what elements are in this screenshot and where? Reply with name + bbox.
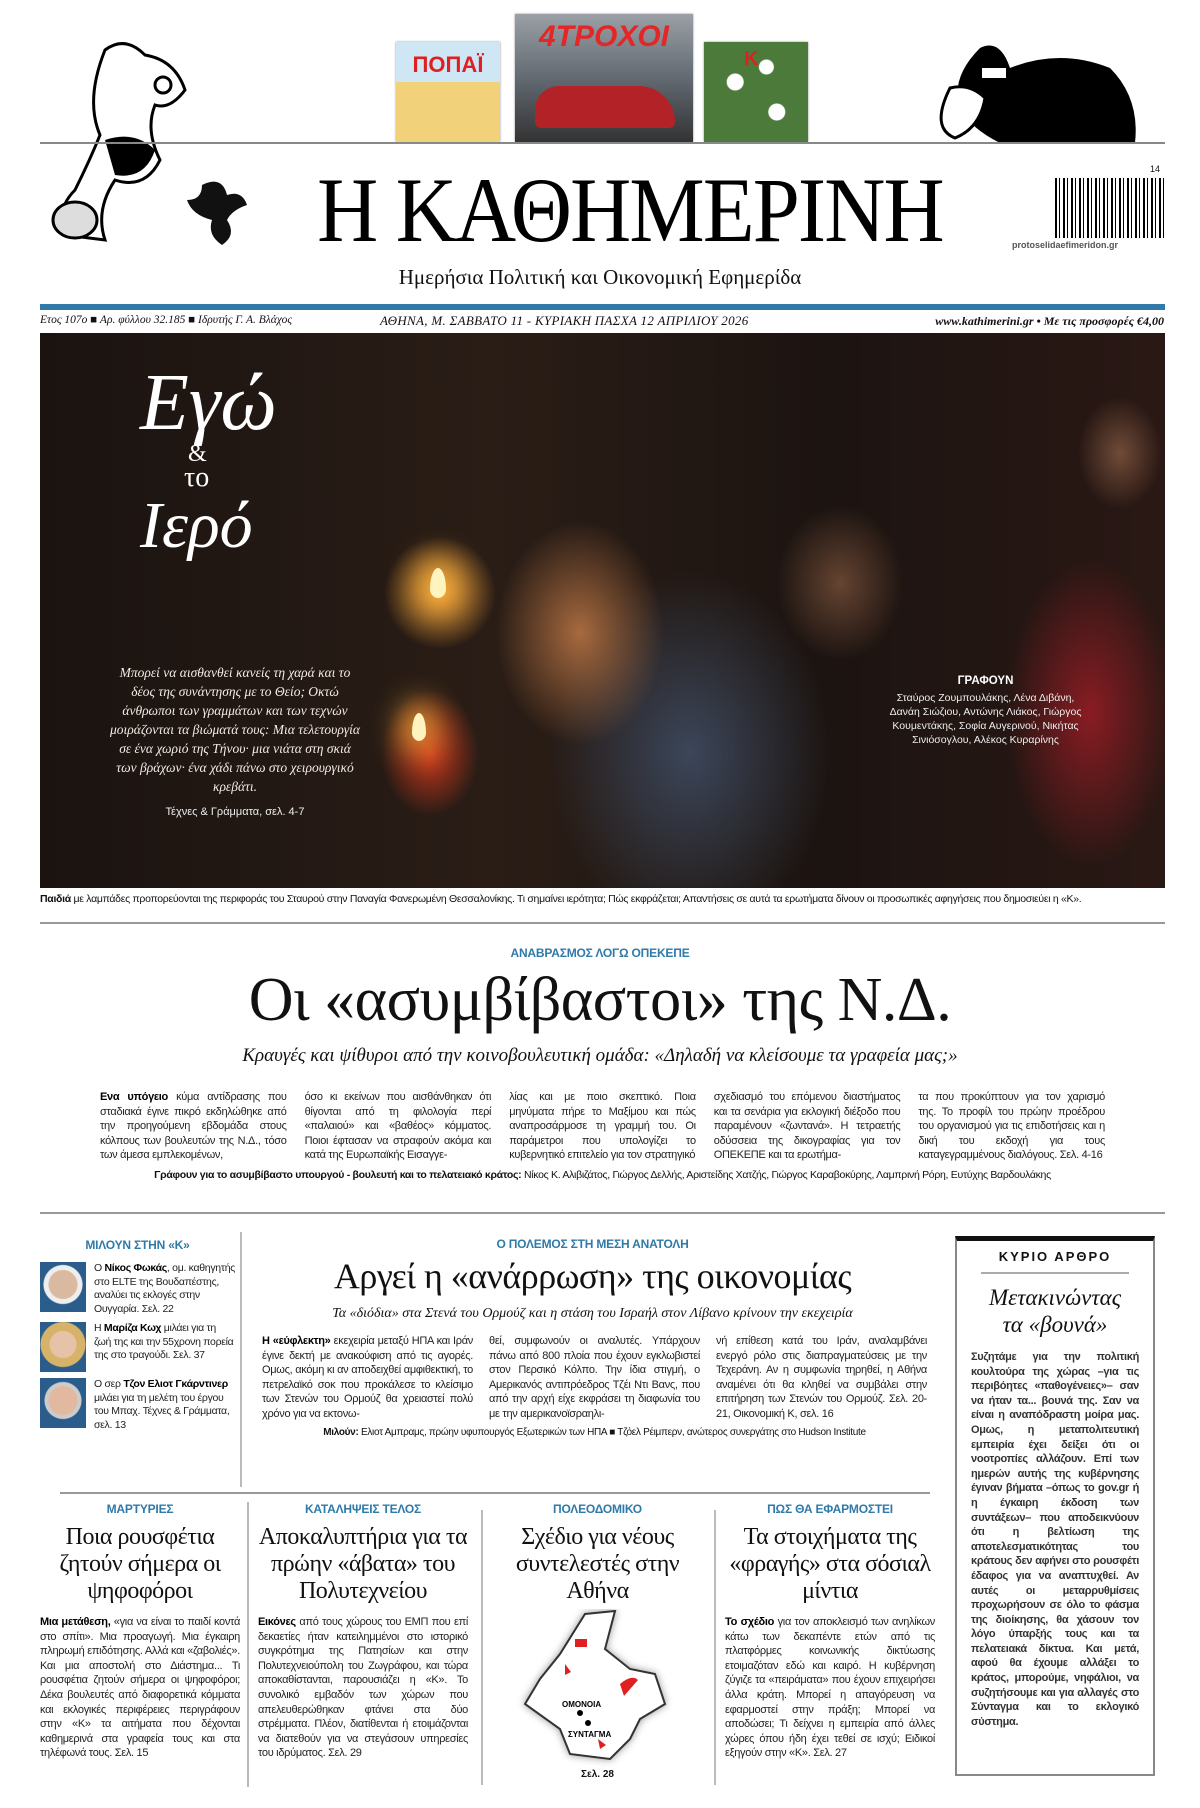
mideast-body xyxy=(262,1334,927,1422)
column-divider xyxy=(240,1232,242,1487)
mideast-body-block xyxy=(262,1334,927,1438)
mideast-headline[interactable]: Αργεί η «ανάρρωση» της οικονομίας xyxy=(333,1256,852,1296)
athens-map xyxy=(490,1609,705,1769)
newspaper-subtitle: Ημερήσια Πολιτική και Οικονομική Εφημερίδα xyxy=(398,265,802,289)
story-headline[interactable]: Ποια ρουσφέτια ζητούν σήμερα οι ψηφοφόροι xyxy=(59,1524,221,1604)
lead-writers: Γράφουν για το ασυμβίβαστο υπουργού - βουλευτή και το πελατειακό κράτος: Νίκος Κ. Αλιβιζάτος, Γιώργος Δελλής, Αριστείδης Χατζής, Γιώργος Καραβοκύρης, Λαμπρινή Ρόρη, Ευτύχης Βαρδουλάκης xyxy=(154,1168,1051,1181)
story-headline[interactable]: Σχέδιο για νέους συντελεστές στην Αθήνα xyxy=(515,1524,680,1604)
lead-column: σχεδιασμό του επόμενου διαστήματος και τα σενάρια για εκλογική διέξοδο που παραμένουν «ζωντανά». Η τετραετής οδύσσεια της δικογραφίας για τον ΟΠΕΚΕΠΕ και τα ερωτήμα- xyxy=(713,1091,901,1162)
interview-item[interactable]: Η Μαρίζα Κωχ μιλάει για τη ζωή της και την 55χρονη πορεία της στο τραγούδι. Σελ. 37 xyxy=(40,1322,235,1372)
lead-column: Ενα υπόγειο κύμα αντίδρασης που σταδιακά έγινε πικρό εκδηλώθηκε από την προηγούμενη εβδομάδα στους κόλπους των βουλευτών της Ν.Δ., τόσο των άμεσα εμπλεκομένων, xyxy=(100,1091,287,1162)
map-label-omonoia: ΟΜΟΝΟΙΑ xyxy=(562,1700,602,1709)
editorial-headline[interactable]: Μετακινώντας τα «βουνά» xyxy=(988,1285,1122,1337)
mideast-speakers: Μιλούν: Ελιοτ Αμπραμς, πρώην υφυπουργός Εξωτερικών των ΗΠΑ ■ Τζόελ Ρέιμπερν, ανώτερος συνεργάτης στο Hudson Institute xyxy=(323,1426,866,1438)
map-point-syntagma xyxy=(585,1720,591,1726)
story-polytechneio: ΚΑΤΑΛΗΨΕΙΣ ΤΕΛΟΣ Αποκαλυπτήρια για τα πρώην «άβατα» του Πολυτεχνείου Εικόνες από τους χώρους του ΕΜΠ που επί δεκαετίες ήταν κατειλημμένοι στο ιστορικό συγκρότημα της Πατησίων και στην Πολυτεχνειούπολη του Ζωγράφου, και τώρα αποκαθίστανται, παρουσιάζει η «Κ». Το συνολικό εμβαδόν των χώρων που απελευθερώθηκαν φτάνει στα δύο στρέμματα. Πλέον, διατίθενται ή ετοιμάζονται να διατεθούν για να στεγάσουν υπηρεσίες του ιδρύματος. Σελ. 29 xyxy=(258,1502,468,1760)
cover-writers-label: ΓΡΑΦΟΥΝ xyxy=(957,675,1014,687)
column-divider xyxy=(714,1510,716,1785)
map-point-omonoia xyxy=(577,1710,583,1716)
avatar xyxy=(40,1378,86,1428)
newspaper-title: Η ΚΑΘΗΜΕΡΙΝΗ xyxy=(317,159,943,261)
story-social-media: ΠΩΣ ΘΑ ΕΦΑΡΜΟΣΤΕΙ Τα στοιχήματα της «φραγής» στα σόσιαλ μίντια Το σχέδιο για τον αποκλεισμό των ανηλίκων κάτω των δεκαπέντε ετών από τις πλατφόρμες κοινωνικής δικτύωσης ετοιμαζόταν εδώ και καιρό. Η κυβέρνηση ζύγιζε τα «πειράματα» που έχουν επιχειρήσει άλλα κράτη. Μπορεί η απαγόρευση να εφαρμοστεί στην πράξη; Μπορεί να αποδώσει; Τι δείχνει η εμπειρία από άλλες χώρες όπου ήδη έχει τεθεί σε ισχύ; Ειδικοί εξηγούν στην «Κ». Σελ. 27 xyxy=(725,1502,935,1760)
cover-title: Εγώ & το Ιερό xyxy=(140,359,277,562)
divider xyxy=(40,1212,1165,1214)
lead-column: λίας και με ποιο σκεπτικό. Ποια μηνύματα πήρε το Μαξίμου και πώς αναπροσάρμοσε τη γραμμή του. Οι παράμετροι που υπολογίζει το κυβερνητικό επιτελείο για τον στρατηγικό xyxy=(509,1091,696,1162)
lead-deck: Κραυγές και ψίθυροι από την κοινοβουλευτική ομάδα: «Δηλαδή να κλείσουμε τα γραφεία μας;» xyxy=(242,1045,958,1066)
barcode xyxy=(1055,178,1165,238)
mideast-column: νή επίθεση κατά του Ιράν, αναλαμβάνει ενεργό ρόλο στις διαπραγματεύσεις με την Τεχεράνη. Αν η συμφωνία τηρηθεί, η Αθήνα αναμένει ότι θα κληθεί να συμβάλει στην επιτήρηση των Στενών του Ορμούζ. Σελ. 20-21, Οικονομική Κ, σελ. 16 xyxy=(716,1335,927,1420)
dateline-left: Ετος 107ο ■ Αρ. φύλλου 32.185 ■ Ιδρυτής Γ. Α. Βλάχος xyxy=(40,314,293,326)
mideast-deck: Τα «διόδια» στα Στενά του Ορμούζ και η στάση του Ισραήλ στον Λίβανο κρίνουν την εκεχειρία xyxy=(332,1306,853,1321)
dateline-center: ΑΘΗΝΑ, Μ. ΣΑΒΒΑΤΟ 11 - ΚΥΡΙΑΚΗ ΠΑΣΧΑ 12 ΑΠΡΙΛΙΟΥ 2026 xyxy=(380,313,749,328)
lead-column: όσο κι εκείνων που αισθάνθηκαν ότι θίγονται από τη φιλολογία περί «παλαιού» και «βαθέος» κόμματος. Ποιοι έφτασαν να στραφούν ακόμα και κατά της Ευρωπαϊκής Εισαγγε- xyxy=(304,1091,492,1162)
photo-caption: Παιδιά με λαμπάδες προπορεύονται της περιφοράς του Σταυρού στην Παναγία Φανερωμένη Θεσσαλονίκης. Τι σημαίνει ιερότητα; Πώς εκφράζεται; Απαντήσεις σε αυτά τα ερωτήματα δίνουν οι προσωπικές αφηγήσεις που δημοσιεύει η «Κ». xyxy=(40,893,1082,905)
map-label-syntagma: ΣΥΝΤΑΓΜΑ xyxy=(568,1730,612,1739)
dateline-right: www.kathimerini.gr • Με τις προσφορές €4,00 xyxy=(935,314,1164,328)
cover-photo xyxy=(40,333,1165,888)
brutus-cartoon-right xyxy=(910,28,1150,143)
magazine-k-cover[interactable]: Κ xyxy=(704,42,808,142)
lead-body xyxy=(100,1090,1105,1163)
barcode-number: 14 xyxy=(1150,164,1161,174)
watermark: protoselidaefimeridon.gr xyxy=(1012,240,1119,250)
avatar xyxy=(40,1262,86,1312)
candle-flame-icon xyxy=(430,568,446,598)
mideast-kicker: Ο ΠΟΛΕΜΟΣ ΣΤΗ ΜΕΣΗ ΑΝΑΤΟΛΗ xyxy=(496,1237,689,1251)
cover-writers: Σταύρος Ζουμπουλάκης, Λένα Διβάνη, Δανάη Σιώζιου, Αντώνης Λιάκος, Γιώργος Κουμεντάκης, Σοφία Αυγερινού, Νικήτας Σινιόσογλου, Αλέκος Κυραρίνης xyxy=(889,692,1082,746)
interview-item[interactable]: Ο Νίκος Φωκάς, ομ. καθηγητής στο ELTE της Βουδαπέστης, αναλύει τις εκλογές στην Ουγγαρία. Σελ. 22 xyxy=(40,1262,235,1316)
lead-headline[interactable]: Οι «ασυμβίβαστοι» της Ν.Δ. xyxy=(248,966,952,1034)
lead-column: τα που προκύπτουν για τον χαρισμό της. Το προφίλ του πρώην προέδρου του οργανισμού για τις επιδοτήσεις και η δική του εκδοχή για τους καταγεγραμμένους διαλόγους. Σελ. 4-16 xyxy=(918,1091,1105,1162)
cover-teaser: Μπορεί να αισθανθεί κανείς τη χαρά και το δέος της συνάντησης με το Θείο; Οκτώ άνθρωποι των γραμμάτων και των τεχνών μοιράζονται τα βιώματά τους: Μια τελετουργία σε ένα χωριό της Τήνου· μια νιάτα στη σκιά των βράχων· ένα χάδι πάνω στο χειρουργικό κρεβάτι. xyxy=(110,665,360,794)
avatar xyxy=(40,1322,86,1372)
magazine-4trohoi-cover[interactable]: 4ΤΡΟΧΟΙ xyxy=(515,14,693,142)
cover-teaser-block xyxy=(110,663,360,818)
editorial-text: Συζητάμε για την πολιτική κουλτούρα της χώρας –για τις περιβόητες «παθογένειες»– σαν να ήταν τα... βουνά της. Σαν να είναι η αναπόδραστη μοίρα μας. Ομως, η μεταπολιτευτική εμπειρία έχει δείξει ότι οι νοοτροπίες αλλάζουν. Επί των ημερών αυτής της κυβέρνησης έγιναν βήματα –όπως το gov.gr ή η έγκαιρη έκδοση των συντάξεων– που αποδεικνύουν ότι η βελτίωση της αποτελεσματικότητας του κράτους δεν αφήνει στο ρουσφέτι έδαφος για να αναπτυχθεί. Αν αυτές οι μεταρρυθμίσεις προχωρήσουν σε όλο το φάσμα της διοίκησης, θα χάσουν τον λόγο ύπαρξής τους και τα πελατειακά δίκτυα. Και μετά, αφού θα έχουμε αλλάξει το κράτος, μπορούμε, νηφάλιοι, να συζητήσουμε και για αλλαγές στο Σύνταγμα και το εκλογικό σύστημα. xyxy=(971,1351,1139,1728)
griffin-logo-icon xyxy=(182,175,257,250)
masthead-top-rule xyxy=(40,142,1165,144)
interviews-list xyxy=(40,1262,235,1432)
mideast-column: Η «εύφλεκτη» εκεχειρία μεταξύ ΗΠΑ και Ιράν έγινε δεκτή με ανακούφιση από τις αγορές. Ομως, ακόμη κι αν αποδειχθεί αμφιθεκτική, το πετρελαϊκό σοκ που προκάλεσε το κλείσιμο των Στενών του Ορμούζ θα χρειαστεί πολύ χρόνο για να εκτονω- xyxy=(262,1335,473,1420)
candle-flame-icon xyxy=(412,713,426,741)
interview-item[interactable]: Ο σερ Τζον Ελιοτ Γκάρντινερ μιλάει για τη μελέτη του έργου του Μπαχ. Τέχνες & Γράμματα, σελ. 13 xyxy=(40,1378,235,1432)
story-headline[interactable]: Τα στοιχήματα της «φραγής» στα σόσιαλ μίντια xyxy=(729,1524,931,1604)
cover-teaser-ref[interactable]: Τέχνες & Γράμματα, σελ. 4-7 xyxy=(165,806,305,818)
red-car-image xyxy=(535,86,675,128)
masthead-blue-band xyxy=(40,304,1165,310)
divider xyxy=(60,1492,930,1494)
divider xyxy=(40,922,1165,924)
cover-writers-block xyxy=(883,675,1088,747)
lead-kicker: ΑΝΑΒΡΑΣΜΟΣ ΛΟΓΩ ΟΠΕΚΕΠΕ xyxy=(510,946,690,960)
story-rousfetia: ΜΑΡΤΥΡΙΕΣ Ποια ρουσφέτια ζητούν σήμερα οι ψηφοφόροι Μια μετάθεση, «για να είναι το παιδί κοντά στο σπίτι». Μια προαγωγή. Μια έγκαιρη πληρωμή επιδότησης. Αλλά και «ζαβολιές». Και μια αποστολή στο Διάστημα... Τι ρουσφέτια ζητούν σήμερα οι ψηφοφόροι; Δέκα βουλευτές από διαφορετικά κόμματα και εκλογικές περιφέρειες περιγράφουν στην «Κ» τα αιτήματα που δέχονται καθημερινά στα γραφεία τους και στα τηλέφωνά τους. Σελ. 15 xyxy=(40,1502,241,1760)
story-ref[interactable]: Σελ. 28 xyxy=(581,1769,614,1780)
editorial-label: ΚΥΡΙΟ ΑΡΘΡΟ xyxy=(981,1249,1129,1274)
column-divider xyxy=(247,1502,249,1787)
editorial-box xyxy=(955,1236,1155,1776)
magazine-popeye-cover[interactable]: ΠΟΠΑΪ xyxy=(396,42,500,142)
story-athens-plan: ΠΟΛΕΟΔΟΜΙΚΟ Σχέδιο για νέους συντελεστές στην Αθήνα ΟΜΟΝΟΙΑ ΣΥΝΤΑΓΜΑ Σελ. 28 xyxy=(490,1502,705,1780)
lead-body-block xyxy=(100,1090,1105,1181)
mideast-column: θεί, συμφωνούν οι αναλυτές. Υπάρχουν πάνω από 800 πλοία που έχουν εγκλωβιστεί στον Περσικό Κόλπο. Την ίδια στιγμή, ο Αμερικανός αντιπρόεδρος Τζέι Ντι Βανς, που από την αρχή είχε εκφράσει τη διαφωνία του με την αμερικανοϊσραηλι- xyxy=(489,1335,700,1420)
story-headline[interactable]: Αποκαλυπτήρια για τα πρώην «άβατα» του Πολυτεχνείου xyxy=(258,1524,468,1604)
interviews-title: ΜΙΛΟΥΝ ΣΤΗΝ «Κ» xyxy=(85,1238,190,1252)
column-divider xyxy=(481,1510,483,1785)
